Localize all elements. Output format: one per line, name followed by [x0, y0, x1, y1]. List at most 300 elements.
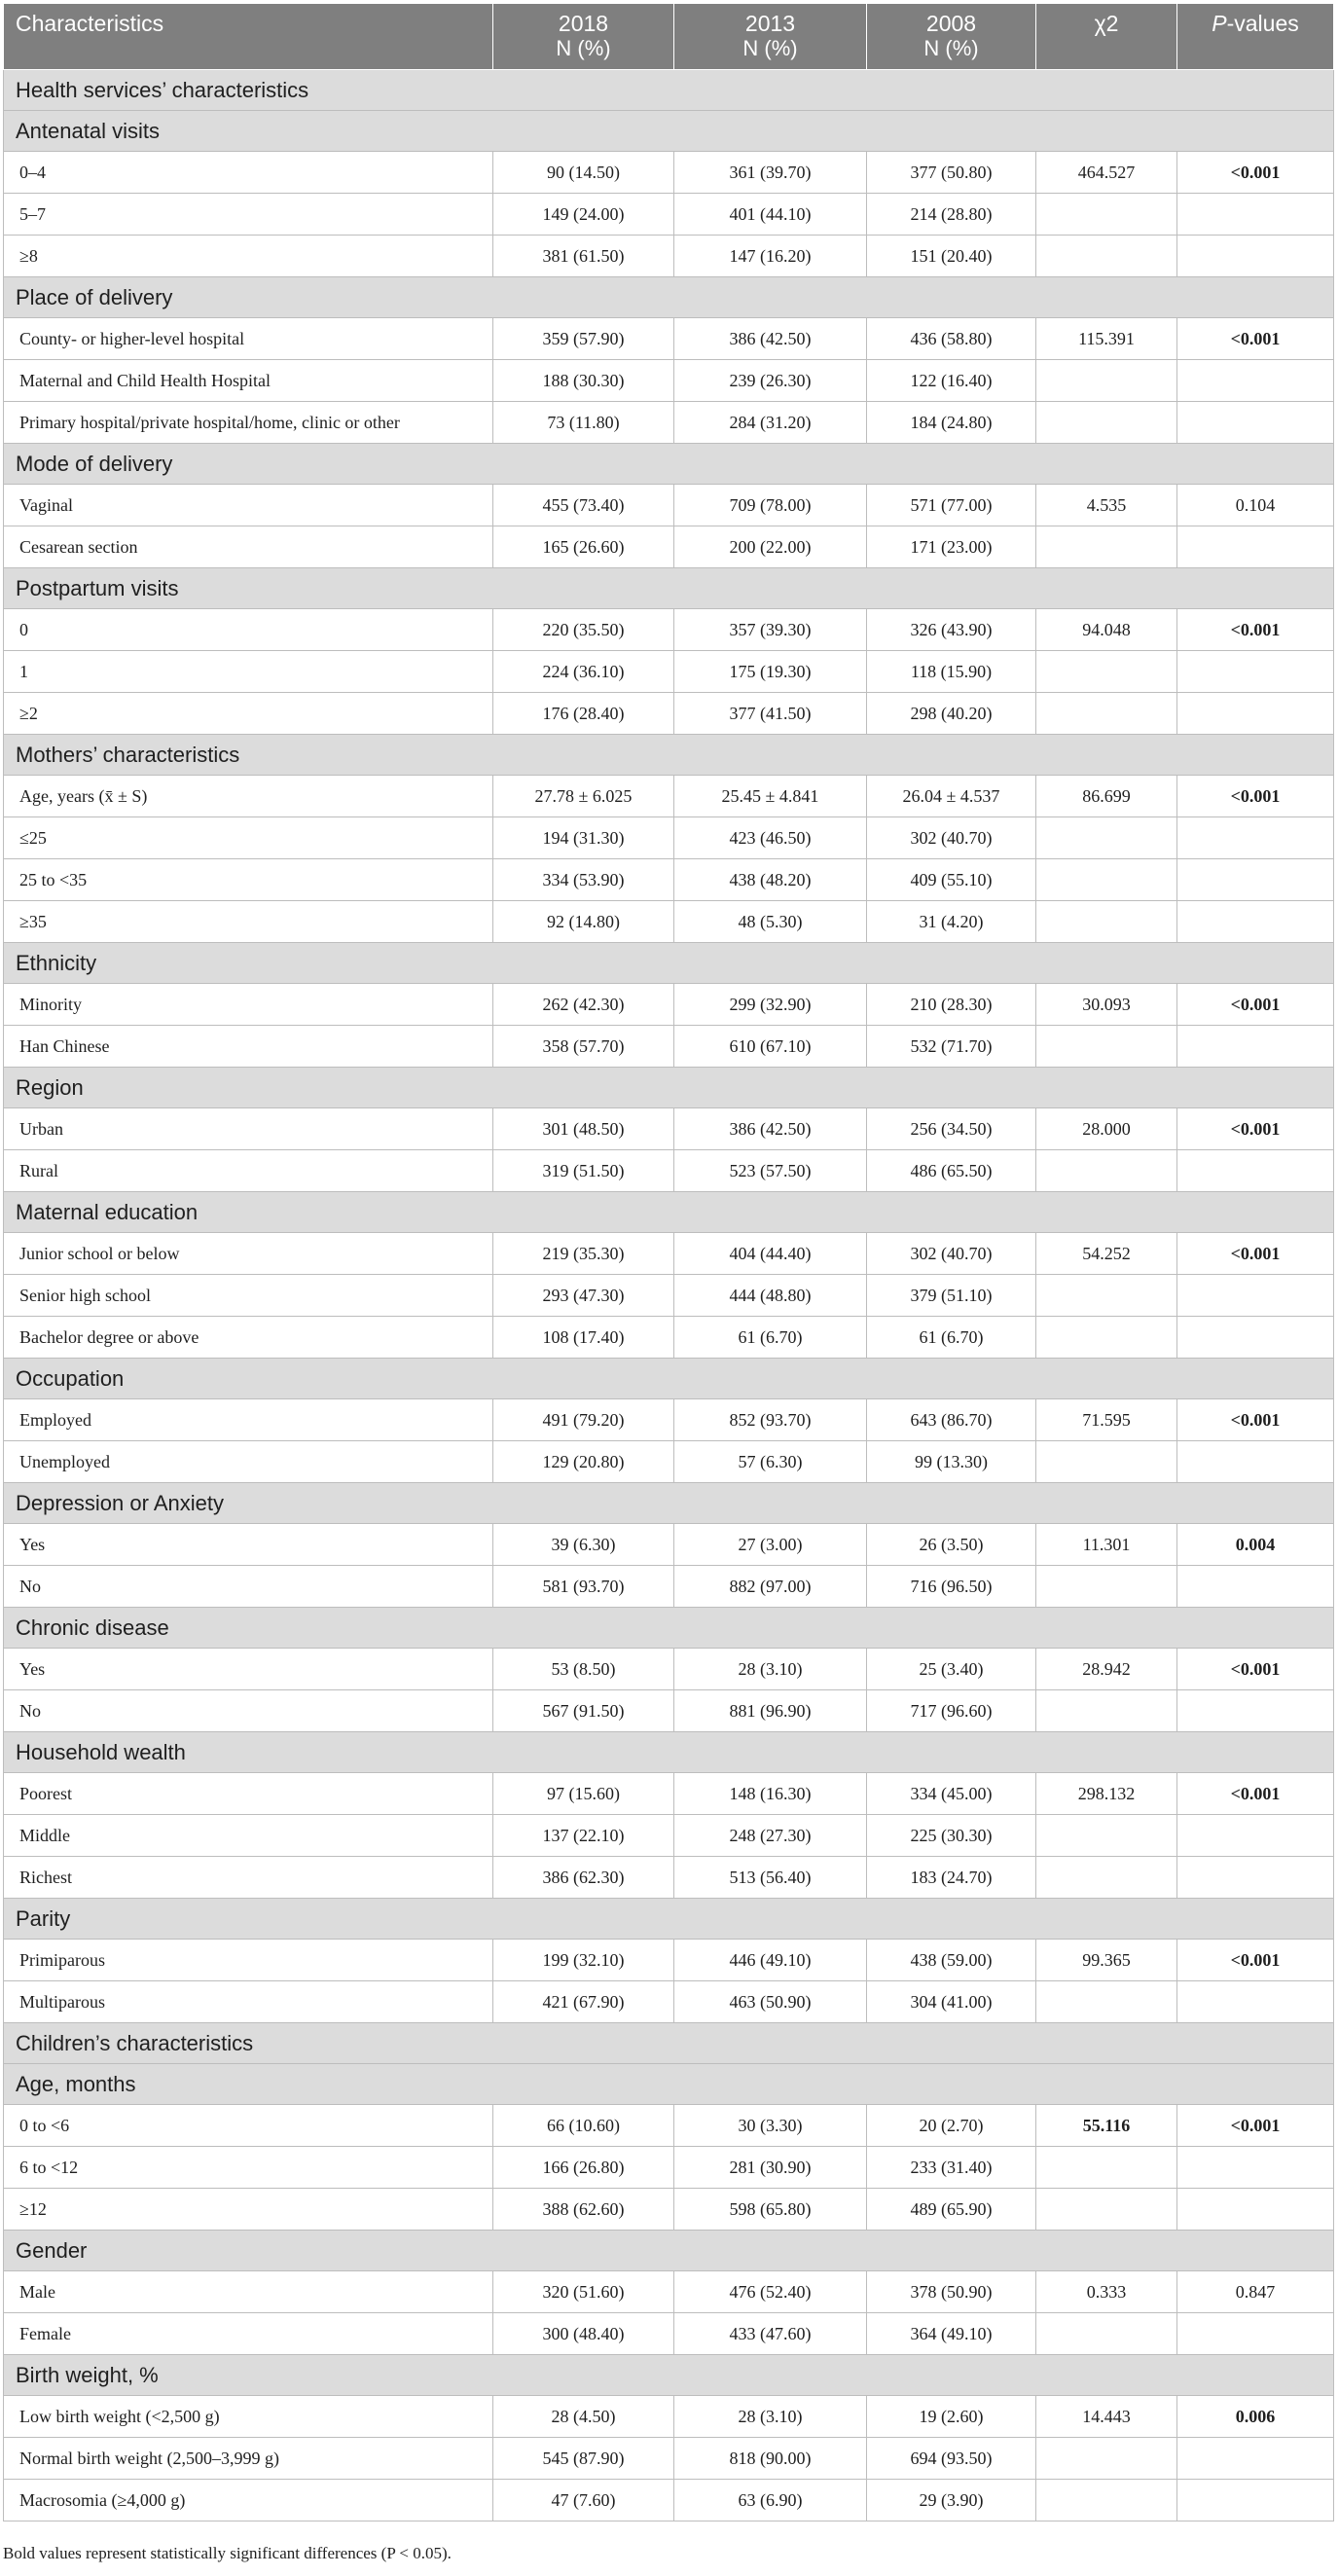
cell-2018: 300 (48.40) [493, 2313, 674, 2355]
cell-2008: 184 (24.80) [867, 402, 1036, 444]
cell-2008: 334 (45.00) [867, 1773, 1036, 1815]
cell-2018: 545 (87.90) [493, 2438, 674, 2480]
cell-p-value [1177, 2438, 1334, 2480]
cell-2013: 25.45 ± 4.841 [674, 776, 867, 817]
cell-p-value [1177, 859, 1334, 901]
cell-2013: 523 (57.50) [674, 1150, 867, 1192]
table-row [4, 1026, 1334, 1068]
cell-2018: 262 (42.30) [493, 984, 674, 1026]
cell-characteristic: Rural [4, 1150, 493, 1192]
cell-chi-square: 28.942 [1036, 1649, 1177, 1690]
cell-p-value: <0.001 [1177, 609, 1334, 651]
section-header-label: Health services’ characteristics [4, 70, 1334, 111]
cell-2013: 239 (26.30) [674, 360, 867, 402]
cell-p-value [1177, 1690, 1334, 1732]
cell-2013: 881 (96.90) [674, 1690, 867, 1732]
section-header-row [4, 1899, 1334, 1940]
cell-chi-square [1036, 1815, 1177, 1857]
cell-2018: 176 (28.40) [493, 693, 674, 735]
cell-chi-square [1036, 2147, 1177, 2189]
cell-2008: 302 (40.70) [867, 817, 1036, 859]
cell-2018: 188 (30.30) [493, 360, 674, 402]
cell-2013: 281 (30.90) [674, 2147, 867, 2189]
cell-2018: 27.78 ± 6.025 [493, 776, 674, 817]
table-row [4, 2313, 1334, 2355]
cell-characteristic: ≥2 [4, 693, 493, 735]
cell-2018: 53 (8.50) [493, 1649, 674, 1690]
table-row [4, 1940, 1334, 1981]
cell-2013: 200 (22.00) [674, 526, 867, 568]
section-header-row [4, 1483, 1334, 1524]
table-row [4, 817, 1334, 859]
cell-chi-square [1036, 651, 1177, 693]
cell-2008: 20 (2.70) [867, 2105, 1036, 2147]
cell-2018: 386 (62.30) [493, 1857, 674, 1899]
cell-2008: 532 (71.70) [867, 1026, 1036, 1068]
table-row [4, 984, 1334, 1026]
table-row [4, 1108, 1334, 1150]
table-row [4, 693, 1334, 735]
cell-2018: 358 (57.70) [493, 1026, 674, 1068]
section-header-label: Region [4, 1068, 1334, 1108]
cell-2018: 293 (47.30) [493, 1275, 674, 1317]
cell-characteristic: 0–4 [4, 152, 493, 194]
cell-chi-square [1036, 817, 1177, 859]
cell-chi-square [1036, 1857, 1177, 1899]
cell-2018: 28 (4.50) [493, 2396, 674, 2438]
header-2013-year: 2013 [744, 11, 796, 36]
header-2008 [867, 4, 1036, 70]
cell-characteristic: Junior school or below [4, 1233, 493, 1275]
cell-p-value: <0.001 [1177, 984, 1334, 1026]
cell-chi-square [1036, 901, 1177, 943]
cell-p-value [1177, 1857, 1334, 1899]
cell-p-value: <0.001 [1177, 1773, 1334, 1815]
cell-2018: 92 (14.80) [493, 901, 674, 943]
section-header-row [4, 568, 1334, 609]
cell-p-value [1177, 2480, 1334, 2522]
table-row [4, 2438, 1334, 2480]
cell-2008: 571 (77.00) [867, 485, 1036, 526]
cell-chi-square: 54.252 [1036, 1233, 1177, 1275]
cell-characteristic: 25 to <35 [4, 859, 493, 901]
cell-chi-square [1036, 2189, 1177, 2231]
table-row [4, 2480, 1334, 2522]
table-row [4, 485, 1334, 526]
table-row [4, 1441, 1334, 1483]
cell-chi-square: 30.093 [1036, 984, 1177, 1026]
cell-p-value [1177, 2147, 1334, 2189]
cell-chi-square [1036, 1317, 1177, 1359]
cell-characteristic: 0 [4, 609, 493, 651]
cell-p-value [1177, 1026, 1334, 1068]
cell-chi-square: 298.132 [1036, 1773, 1177, 1815]
cell-2018: 165 (26.60) [493, 526, 674, 568]
table-row [4, 776, 1334, 817]
cell-characteristic: Urban [4, 1108, 493, 1150]
cell-2013: 446 (49.10) [674, 1940, 867, 1981]
cell-2018: 137 (22.10) [493, 1815, 674, 1857]
table-header [4, 4, 1334, 70]
cell-2018: 39 (6.30) [493, 1524, 674, 1566]
cell-characteristic: Unemployed [4, 1441, 493, 1483]
cell-p-value: <0.001 [1177, 1649, 1334, 1690]
section-header-row [4, 2064, 1334, 2105]
table-row [4, 901, 1334, 943]
cell-2008: 118 (15.90) [867, 651, 1036, 693]
cell-2008: 489 (65.90) [867, 2189, 1036, 2231]
cell-2008: 364 (49.10) [867, 2313, 1036, 2355]
table-row [4, 526, 1334, 568]
cell-2013: 476 (52.40) [674, 2271, 867, 2313]
section-header-label: Gender [4, 2231, 1334, 2271]
cell-p-value [1177, 402, 1334, 444]
section-header-label: Household wealth [4, 1732, 1334, 1773]
cell-2008: 171 (23.00) [867, 526, 1036, 568]
cell-characteristic: Poorest [4, 1773, 493, 1815]
cell-2018: 301 (48.50) [493, 1108, 674, 1150]
cell-characteristic: Senior high school [4, 1275, 493, 1317]
table-row [4, 1399, 1334, 1441]
cell-chi-square [1036, 2438, 1177, 2480]
cell-2018: 334 (53.90) [493, 859, 674, 901]
cell-characteristic: 1 [4, 651, 493, 693]
cell-chi-square [1036, 360, 1177, 402]
cell-characteristic: Minority [4, 984, 493, 1026]
cell-2008: 210 (28.30) [867, 984, 1036, 1026]
section-header-row [4, 2023, 1334, 2064]
section-header-row [4, 70, 1334, 111]
section-header-label: Parity [4, 1899, 1334, 1940]
cell-2018: 90 (14.50) [493, 152, 674, 194]
table-row [4, 2105, 1334, 2147]
cell-2013: 147 (16.20) [674, 236, 867, 277]
section-header-label: Maternal education [4, 1192, 1334, 1233]
cell-2008: 233 (31.40) [867, 2147, 1036, 2189]
header-characteristics: Characteristics [4, 4, 493, 70]
cell-2013: 361 (39.70) [674, 152, 867, 194]
cell-2018: 73 (11.80) [493, 402, 674, 444]
cell-2018: 581 (93.70) [493, 1566, 674, 1608]
cell-characteristic: Cesarean section [4, 526, 493, 568]
cell-chi-square [1036, 526, 1177, 568]
cell-2013: 377 (41.50) [674, 693, 867, 735]
cell-p-value [1177, 1150, 1334, 1192]
cell-2008: 183 (24.70) [867, 1857, 1036, 1899]
characteristics-table-container [3, 3, 1333, 2522]
cell-2013: 401 (44.10) [674, 194, 867, 236]
cell-characteristic: ≤25 [4, 817, 493, 859]
section-header-row [4, 943, 1334, 984]
cell-characteristic: Macrosomia (≥4,000 g) [4, 2480, 493, 2522]
section-header-label: Place of delivery [4, 277, 1334, 318]
cell-2018: 194 (31.30) [493, 817, 674, 859]
table-row [4, 2189, 1334, 2231]
cell-chi-square: 464.527 [1036, 152, 1177, 194]
section-header-row [4, 1192, 1334, 1233]
cell-p-value [1177, 360, 1334, 402]
cell-2013: 175 (19.30) [674, 651, 867, 693]
cell-chi-square [1036, 1981, 1177, 2023]
cell-characteristic: Bachelor degree or above [4, 1317, 493, 1359]
cell-characteristic: Han Chinese [4, 1026, 493, 1068]
cell-characteristic: Normal birth weight (2,500–3,999 g) [4, 2438, 493, 2480]
cell-2008: 25 (3.40) [867, 1649, 1036, 1690]
table-row [4, 1524, 1334, 1566]
cell-characteristic: Male [4, 2271, 493, 2313]
cell-characteristic: Employed [4, 1399, 493, 1441]
cell-2018: 129 (20.80) [493, 1441, 674, 1483]
cell-characteristic: Vaginal [4, 485, 493, 526]
section-header-label: Occupation [4, 1359, 1334, 1399]
cell-p-value: <0.001 [1177, 776, 1334, 817]
table-row [4, 1150, 1334, 1192]
cell-2008: 409 (55.10) [867, 859, 1036, 901]
cell-2008: 214 (28.80) [867, 194, 1036, 236]
cell-chi-square: 55.116 [1036, 2105, 1177, 2147]
cell-2013: 27 (3.00) [674, 1524, 867, 1566]
cell-2013: 386 (42.50) [674, 1108, 867, 1150]
cell-2013: 598 (65.80) [674, 2189, 867, 2231]
cell-2013: 61 (6.70) [674, 1317, 867, 1359]
table-row [4, 651, 1334, 693]
header-p-suffix: -values [1226, 11, 1299, 36]
table-row [4, 318, 1334, 360]
section-header-label: Chronic disease [4, 1608, 1334, 1649]
cell-characteristic: Primiparous [4, 1940, 493, 1981]
cell-p-value: 0.847 [1177, 2271, 1334, 2313]
cell-characteristic: Yes [4, 1649, 493, 1690]
cell-2018: 219 (35.30) [493, 1233, 674, 1275]
cell-chi-square: 94.048 [1036, 609, 1177, 651]
cell-characteristic: 6 to <12 [4, 2147, 493, 2189]
cell-p-value: <0.001 [1177, 318, 1334, 360]
cell-p-value: 0.104 [1177, 485, 1334, 526]
header-2008-unit: N (%) [923, 36, 979, 60]
cell-p-value: <0.001 [1177, 1233, 1334, 1275]
cell-2018: 199 (32.10) [493, 1940, 674, 1981]
table-row [4, 194, 1334, 236]
table-row [4, 1649, 1334, 1690]
table-row [4, 859, 1334, 901]
cell-2013: 610 (67.10) [674, 1026, 867, 1068]
cell-p-value: <0.001 [1177, 1399, 1334, 1441]
cell-characteristic: ≥12 [4, 2189, 493, 2231]
header-2013 [674, 4, 867, 70]
cell-2013: 709 (78.00) [674, 485, 867, 526]
cell-2013: 28 (3.10) [674, 1649, 867, 1690]
cell-2013: 148 (16.30) [674, 1773, 867, 1815]
table-row [4, 2147, 1334, 2189]
table-row [4, 2396, 1334, 2438]
header-2018 [493, 4, 674, 70]
section-header-row [4, 1608, 1334, 1649]
cell-2013: 284 (31.20) [674, 402, 867, 444]
cell-chi-square: 14.443 [1036, 2396, 1177, 2438]
cell-chi-square: 0.333 [1036, 2271, 1177, 2313]
cell-2018: 381 (61.50) [493, 236, 674, 277]
cell-2013: 299 (32.90) [674, 984, 867, 1026]
section-header-label: Age, months [4, 2064, 1334, 2105]
table-row [4, 402, 1334, 444]
cell-2013: 818 (90.00) [674, 2438, 867, 2480]
cell-2008: 298 (40.20) [867, 693, 1036, 735]
table-row [4, 1690, 1334, 1732]
cell-chi-square: 99.365 [1036, 1940, 1177, 1981]
cell-p-value: 0.006 [1177, 2396, 1334, 2438]
cell-2013: 423 (46.50) [674, 817, 867, 859]
cell-2008: 19 (2.60) [867, 2396, 1036, 2438]
cell-2013: 30 (3.30) [674, 2105, 867, 2147]
cell-2013: 513 (56.40) [674, 1857, 867, 1899]
cell-chi-square: 115.391 [1036, 318, 1177, 360]
cell-chi-square [1036, 693, 1177, 735]
cell-characteristic: Middle [4, 1815, 493, 1857]
cell-chi-square: 86.699 [1036, 776, 1177, 817]
cell-2008: 379 (51.10) [867, 1275, 1036, 1317]
cell-2013: 444 (48.80) [674, 1275, 867, 1317]
cell-characteristic: No [4, 1690, 493, 1732]
cell-p-value [1177, 1317, 1334, 1359]
cell-p-value: 0.004 [1177, 1524, 1334, 1566]
cell-2008: 304 (41.00) [867, 1981, 1036, 2023]
cell-2008: 31 (4.20) [867, 901, 1036, 943]
section-header-row [4, 444, 1334, 485]
cell-characteristic: 0 to <6 [4, 2105, 493, 2147]
cell-chi-square [1036, 859, 1177, 901]
header-2018-unit: N (%) [556, 36, 611, 60]
cell-p-value [1177, 1981, 1334, 2023]
cell-2013: 882 (97.00) [674, 1566, 867, 1608]
cell-chi-square [1036, 194, 1177, 236]
header-2013-unit: N (%) [742, 36, 798, 60]
cell-2018: 166 (26.80) [493, 2147, 674, 2189]
cell-2008: 61 (6.70) [867, 1317, 1036, 1359]
cell-2008: 26 (3.50) [867, 1524, 1036, 1566]
cell-characteristic: Richest [4, 1857, 493, 1899]
cell-chi-square [1036, 1690, 1177, 1732]
section-header-label: Mothers’ characteristics [4, 735, 1334, 776]
table-row [4, 1233, 1334, 1275]
section-header-row [4, 111, 1334, 152]
section-header-row [4, 277, 1334, 318]
cell-2008: 256 (34.50) [867, 1108, 1036, 1150]
cell-2008: 643 (86.70) [867, 1399, 1036, 1441]
section-header-label: Ethnicity [4, 943, 1334, 984]
cell-2008: 378 (50.90) [867, 2271, 1036, 2313]
cell-2018: 359 (57.90) [493, 318, 674, 360]
cell-2018: 97 (15.60) [493, 1773, 674, 1815]
cell-2008: 694 (93.50) [867, 2438, 1036, 2480]
section-header-row [4, 735, 1334, 776]
cell-2013: 386 (42.50) [674, 318, 867, 360]
cell-2013: 852 (93.70) [674, 1399, 867, 1441]
cell-2008: 438 (59.00) [867, 1940, 1036, 1981]
table-row [4, 1773, 1334, 1815]
cell-2018: 388 (62.60) [493, 2189, 674, 2231]
cell-p-value [1177, 651, 1334, 693]
cell-2013: 248 (27.30) [674, 1815, 867, 1857]
section-header-row [4, 1359, 1334, 1399]
cell-characteristic: Yes [4, 1524, 493, 1566]
cell-p-value [1177, 1275, 1334, 1317]
section-header-row [4, 1732, 1334, 1773]
cell-characteristic: Low birth weight (<2,500 g) [4, 2396, 493, 2438]
header-p-values [1177, 4, 1334, 70]
section-header-label: Birth weight, % [4, 2355, 1334, 2396]
cell-2008: 716 (96.50) [867, 1566, 1036, 1608]
table-row [4, 1566, 1334, 1608]
cell-2008: 486 (65.50) [867, 1150, 1036, 1192]
section-header-label: Mode of delivery [4, 444, 1334, 485]
cell-2008: 151 (20.40) [867, 236, 1036, 277]
cell-chi-square: 71.595 [1036, 1399, 1177, 1441]
cell-chi-square [1036, 402, 1177, 444]
cell-characteristic: ≥35 [4, 901, 493, 943]
cell-2013: 404 (44.40) [674, 1233, 867, 1275]
cell-2018: 66 (10.60) [493, 2105, 674, 2147]
cell-chi-square [1036, 1566, 1177, 1608]
cell-p-value: <0.001 [1177, 2105, 1334, 2147]
cell-2013: 357 (39.30) [674, 609, 867, 651]
table-row [4, 152, 1334, 194]
table-row [4, 1815, 1334, 1857]
table-row [4, 1857, 1334, 1899]
cell-2018: 319 (51.50) [493, 1150, 674, 1192]
table-row [4, 236, 1334, 277]
cell-characteristic: Maternal and Child Health Hospital [4, 360, 493, 402]
cell-p-value: <0.001 [1177, 152, 1334, 194]
cell-2008: 302 (40.70) [867, 1233, 1036, 1275]
cell-2013: 63 (6.90) [674, 2480, 867, 2522]
table-body [4, 70, 1334, 2522]
cell-p-value [1177, 1566, 1334, 1608]
cell-2018: 220 (35.50) [493, 609, 674, 651]
cell-characteristic: ≥8 [4, 236, 493, 277]
cell-2013: 57 (6.30) [674, 1441, 867, 1483]
cell-2008: 436 (58.80) [867, 318, 1036, 360]
section-header-label: Depression or Anxiety [4, 1483, 1334, 1524]
cell-2018: 491 (79.20) [493, 1399, 674, 1441]
cell-2008: 29 (3.90) [867, 2480, 1036, 2522]
cell-2008: 326 (43.90) [867, 609, 1036, 651]
cell-characteristic: Age, years (x̄ ± S) [4, 776, 493, 817]
cell-2013: 433 (47.60) [674, 2313, 867, 2355]
characteristics-table [3, 3, 1334, 2522]
cell-chi-square: 11.301 [1036, 1524, 1177, 1566]
table-row [4, 609, 1334, 651]
cell-2018: 421 (67.90) [493, 1981, 674, 2023]
cell-2013: 48 (5.30) [674, 901, 867, 943]
table-row [4, 1317, 1334, 1359]
cell-characteristic: 5–7 [4, 194, 493, 236]
cell-characteristic: Multiparous [4, 1981, 493, 2023]
cell-p-value [1177, 526, 1334, 568]
section-header-label: Antenatal visits [4, 111, 1334, 152]
cell-p-value [1177, 901, 1334, 943]
cell-chi-square: 28.000 [1036, 1108, 1177, 1150]
cell-p-value [1177, 817, 1334, 859]
cell-2018: 224 (36.10) [493, 651, 674, 693]
cell-p-value [1177, 693, 1334, 735]
section-header-label: Postpartum visits [4, 568, 1334, 609]
cell-2008: 99 (13.30) [867, 1441, 1036, 1483]
section-header-row [4, 2231, 1334, 2271]
cell-p-value [1177, 1815, 1334, 1857]
cell-2018: 320 (51.60) [493, 2271, 674, 2313]
header-2018-year: 2018 [558, 11, 609, 36]
table-row [4, 2271, 1334, 2313]
